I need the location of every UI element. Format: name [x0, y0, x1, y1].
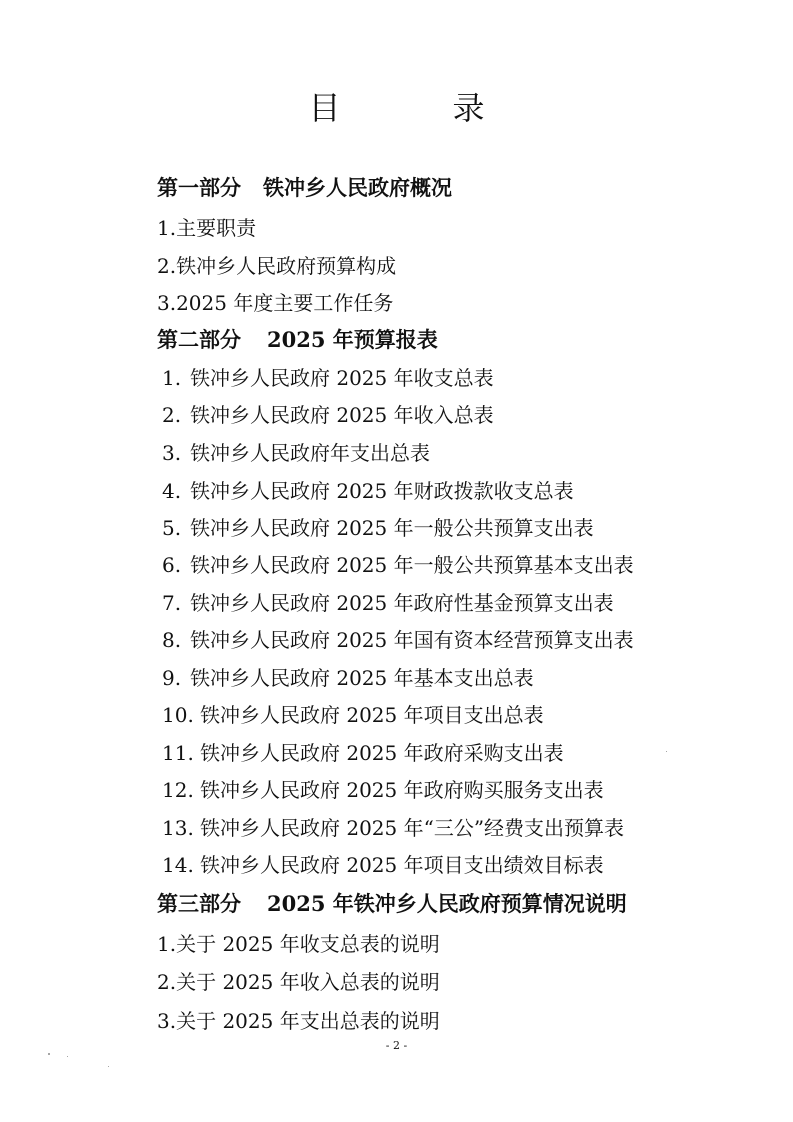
entry-text: 铁冲乡人民政府 2025 年国有资本经营预算支出表: [190, 628, 634, 652]
toc-entry: 3.关于 2025 年支出总表的说明: [157, 1009, 440, 1033]
toc-entry: [162, 476, 574, 506]
toc-entry: [162, 438, 430, 468]
entry-number: 3.: [162, 441, 182, 465]
toc-entry: [162, 700, 544, 730]
part-title: 2025 年预算报表: [267, 327, 438, 352]
entry-number: 8.: [162, 628, 182, 652]
entry-number: 12.: [162, 778, 194, 802]
entry-number: 11.: [162, 741, 194, 765]
part-prefix: 第三部分: [157, 891, 241, 916]
entry-text: 铁冲乡人民政府 2025 年政府采购支出表: [200, 741, 564, 765]
part-title: 2025 年铁冲乡人民政府预算情况说明: [267, 891, 627, 916]
part-prefix: 第一部分: [157, 175, 241, 200]
scan-speck: [67, 1056, 68, 1057]
entry-text: 铁冲乡人民政府 2025 年一般公共预算基本支出表: [190, 553, 634, 577]
entry-number: 14.: [162, 853, 194, 877]
toc-entry: [162, 738, 564, 768]
toc-entry: 2.铁冲乡人民政府预算构成: [157, 254, 397, 278]
entry-number: 10.: [162, 703, 194, 727]
toc-entry: [162, 363, 494, 393]
entry-text: 铁冲乡人民政府 2025 年一般公共预算支出表: [190, 516, 594, 540]
entry-number: 5.: [162, 516, 182, 540]
entry-text: 铁冲乡人民政府年支出总表: [190, 441, 430, 465]
entry-text: 铁冲乡人民政府 2025 年项目支出绩效目标表: [200, 853, 604, 877]
toc-entry: [162, 400, 494, 430]
entry-number: 13.: [162, 816, 194, 840]
entry-text: 铁冲乡人民政府 2025 年项目支出总表: [200, 703, 544, 727]
part-heading-3: [157, 889, 627, 919]
entry-number: 4.: [162, 479, 182, 503]
entry-text: 铁冲乡人民政府 2025 年“三公”经费支出预算表: [200, 816, 625, 840]
toc-entry: [162, 513, 594, 543]
scan-speck: [666, 751, 667, 752]
scan-speck: [108, 1066, 109, 1067]
entry-text: 铁冲乡人民政府 2025 年收支总表: [190, 366, 494, 390]
part-prefix: 第二部分: [157, 327, 241, 352]
toc-entry: [162, 588, 614, 618]
entry-text: 铁冲乡人民政府 2025 年政府购买服务支出表: [200, 778, 604, 802]
toc-entry: [162, 625, 634, 655]
entry-number: 1.: [162, 366, 182, 390]
entry-number: 6.: [162, 553, 182, 577]
entry-text: 铁冲乡人民政府 2025 年财政拨款收支总表: [190, 479, 574, 503]
toc-entry: [162, 850, 604, 880]
page-title: 目 录: [308, 89, 525, 127]
toc-entry: [162, 550, 634, 580]
entry-text: 铁冲乡人民政府 2025 年政府性基金预算支出表: [190, 591, 614, 615]
page-number: - 2 -: [385, 1039, 408, 1052]
entry-number: 7.: [162, 591, 182, 615]
toc-entry: 1.主要职责: [157, 216, 257, 240]
toc-entry: [162, 775, 604, 805]
entry-text: 铁冲乡人民政府 2025 年收入总表: [190, 403, 494, 427]
toc-entry: 3.2025 年度主要工作任务: [157, 291, 394, 315]
toc-entry: [162, 663, 534, 693]
part-heading-2: [157, 325, 438, 355]
toc-entry: 2.关于 2025 年收入总表的说明: [157, 970, 440, 994]
scan-speck: [48, 1053, 50, 1055]
entry-number: 2.: [162, 403, 182, 427]
part-heading-1: [157, 173, 452, 203]
toc-entry: [162, 813, 624, 843]
entry-text: 铁冲乡人民政府 2025 年基本支出总表: [190, 666, 534, 690]
part-title: 铁冲乡人民政府概况: [263, 175, 452, 200]
entry-number: 9.: [162, 666, 182, 690]
toc-entry: 1.关于 2025 年收支总表的说明: [157, 932, 440, 956]
